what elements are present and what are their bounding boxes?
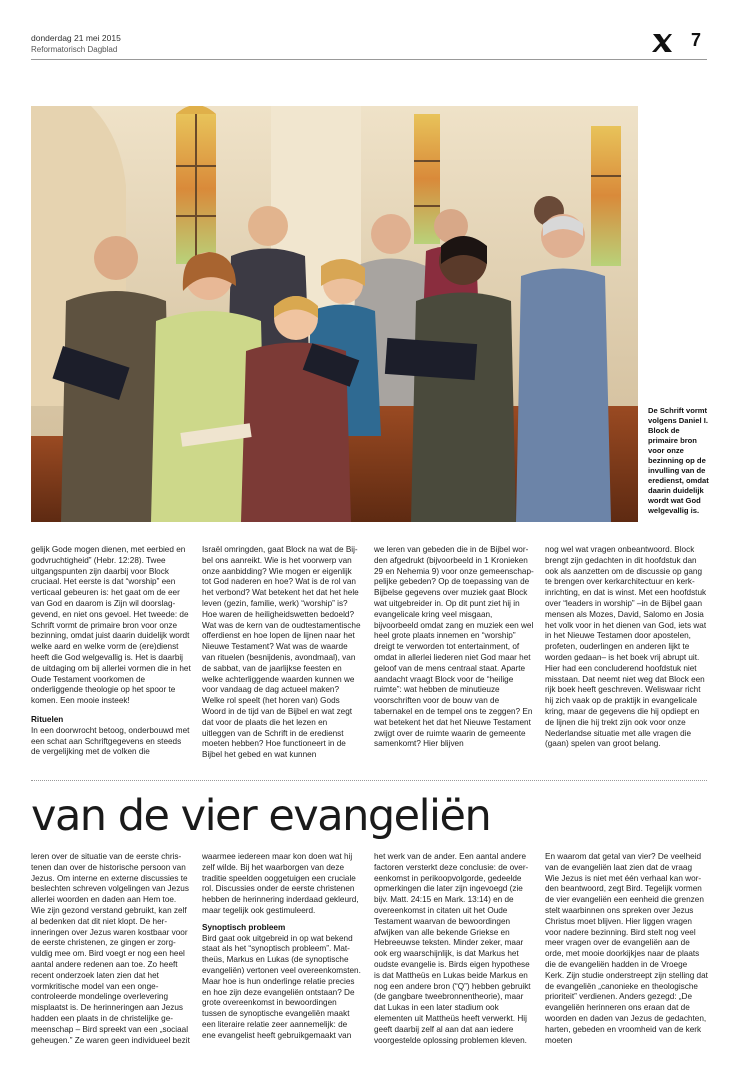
article-paragraph: waarmee iedereen maar kon doen wat hij zelf wilde. Bij het waarborgen van deze traditie speelden ooggetuigen een cruciale rol. Discussies onder de eerste christenen hebben de herinnering inderdaad gekleurd, maar tegelijk ook gestimuleerd. <box>202 852 359 915</box>
article-paragraph: nog wel wat vragen onbeantwoord. Block brengt zijn gedachten in dit hoofdstuk dan ook als aanzetten om de discussie op gang te brengen over kerkarchitectuur en kerkinrichting, en dat is winst. Met een hoofdstuk over “leaders in worship” –in de Bijbel gaan mensen als Mozes, David, Salomo en Josia het volk voor in het dienen van God, iets wat in het Nieuwe Testamen door apostelen, profeten, ouderlingen en anderen lijkt te worden gedaan– is het boek vrij abrupt uit. Hier had een concluderend hoofdstuk niet misstaan. Dat neemt niet weg dat Block een rijk boek heeft geschreven. Weliswaar richt hij zich vaak op de praktijk in evangelicale kring, maar de gegevens die hij opdiept en de lijnen die hij trekt zijn ook voor onze Nederlandse situatie met alle vragen die (gaan) spelen van groot belang. <box>545 545 707 749</box>
subheading-rituelen: Rituelen <box>31 714 64 724</box>
photo-illustration <box>31 106 638 522</box>
section-divider <box>31 780 707 781</box>
newspaper-name: Reformatorisch Dagblad <box>31 45 118 54</box>
issue-date: donderdag 21 mei 2015 <box>31 33 121 43</box>
subheading-synoptisch: Synoptisch probleem <box>202 922 286 932</box>
article-column-2 <box>202 545 362 770</box>
article-column-1 <box>31 545 191 770</box>
stained-glass-window <box>591 126 621 266</box>
article-paragraph: En waarom dat getal van vier? De veelheid van de evangeliën laat zien dat de vraag Wie Jezus is niet met één verhaal kan worden beantwoord, zegt Bird. Tegelijk vormen de vier evangeliën een eenheid die grenzen stelt waarbinnen ons spreken over Jezus Christus moet blijven. Hier liggen vragen voor nadere bezinning. Bird stelt nog veel meer vragen over de evangeliën aan de orde, met mooie doorkijkjes naar de plaats die de evangeliën hadden in de Vroege Kerk. Zijn studie onderstreept zijn stelling dat de evangeliën „canonieke en theologische prioriteit” verdienen. Anders gezegd: „De evangeliën herinneren ons eraan dat de woorden en daden van Jezus de gedachten, harten, gebeden en vroomheid van de kerk moeten <box>545 852 708 1045</box>
article-paragraph: In een doorwrocht betoog, onderbouwd met een schat aan Schriftgegevens en steeds de vergelijking met de volken die <box>31 725 190 757</box>
lower-column-2 <box>202 852 362 1064</box>
article-paragraph: het werk van de ander. Een aantal andere factoren versterkt deze conclusie: de overeenkomst in perikoopvolgorde, gedeelde opmerkingen die later zijn ingevoegd (zie bijv. Matt. 24:15 en Mark. 13:14) en de overeenkomst in citaten uit het Oude Testament waarvan de bewoordingen afwijken van alle bekende Griekse en Hebreeuwse teksten. Minder zeker, maar ook erg waarschijnlijk, is dat Markus het oudste evangelie is. Birds eigen hypothese is dat Mattheüs en Lukas beide Markus en nog een andere bron (“Q”) hebben gebruikt (de gangbare tweebronnentheorie), maar dat Lukas in een later stadium ook elementen uit Mattheüs heeft verwerkt. Hij geeft daarbij zelf al aan dat aan iedere voorgestelde oplossing problemen kleven. <box>374 852 531 1045</box>
article-column-4 <box>545 545 708 770</box>
congregation-singing-photo <box>31 106 638 522</box>
lower-column-3 <box>374 852 534 1064</box>
page-number: 7 <box>690 30 701 50</box>
rd-x-logo-icon <box>651 33 673 53</box>
article-paragraph: we leren van gebeden die in de Bijbel worden afgedrukt (bijvoorbeeld in 1 Kronieken 29 en Nehemia 9) voor onze gemeenschappelijke gebeden? Op de toepassing van de Bijbelse gegevens over muziek gaat Block wat uitgebreider in. Op dit punt ziet hij in evangelicale kring veel misgaan, bijvoorbeeld omdat zang en muziek een wel heel grote plaats innemen en “worship” dreigt te verworden tot entertainment, of omdat in allerlei liederen niet God maar het geloof van de mens centraal staat. Aparte aandacht vraagt Block voor de “heilige ruimte”: wat hebben de minutieuze voorschriften voor de bouw van de tabernakel en de tempel ons te zeggen? En wat betekent het dat het Nieuwe Testament zwijgt over de ruimte waarin de gemeente samenkomt? Hier blijven <box>374 545 534 749</box>
masthead <box>31 30 707 59</box>
article-paragraph: gelijk Gode mogen dienen, met eerbied en godvruchtigheid” (Hebr. 12:28). Twee uitgangspunten zijn daarbij voor Block cruciaal. Het eerste is dat “worship” een verticaal gebeuren is: het gaat om de eer van God en daarom is Zijn wil doorslaggevend, en niet ons gevoel. Het tweede: de Schrift vormt de primaire bron voor onze bezinning, omdat juist daarin duidelijk wordt welke aard en welke vorm de (ere)dienst heeft die God welgevallig is. Het is daarbij de uitdaging om bij allerlei vormen die in het Oude Testament voorkomen de onderliggende theologie op het spoor te komen. Een mooie insteek! <box>31 545 191 706</box>
headline: van de vier evangeliën <box>31 791 491 841</box>
stained-glass-window <box>176 106 216 264</box>
article-paragraph: Bird gaat ook uitgebreid in op wat bekend staat als het “synoptisch probleem”. Mattheüs, Markus en Lukas (de synoptische evangeliën) vertonen veel overeenkomsten. Maar hoe is hun onderlinge relatie precies en hoe zijn deze evangeliën ontstaan? De grote overeenkomst in bewoordingen tussen de synoptische evangeliën maakt een literaire relatie zeer aannemelijk: de ene evangelist heeft gebruikgemaakt van <box>202 933 361 1040</box>
article-paragraph: leren over de situatie van de eerste christenen dan over de historische persoon van Jezus. Om interne en externe discussies te beslechten schreven volgelingen van Jezus allerlei woorden en daden aan Hem toe. Wie zijn gezond verstand gebruikt, kan zelf al bedenken dat dit niet klopt. De herinneringen over Jezus waren kostbaar voor de eerste christenen, ze gingen er zorgvuldig mee om. Bird voegt er nog een heel aantal andere redenen aan toe. Zo heeft recent onderzoek laten zien dat het vormkritische model van een ongecontroleerde mondelinge overlevering misplaatst is. De herinneringen aan Jezus hadden een plaats in de christelijke gemeenschap – Bird spreekt van een „sociaal geheugen.” Ze waren geen individueel bezit <box>31 852 190 1045</box>
lower-column-4 <box>545 852 708 1064</box>
article-paragraph: Israël omringden, gaat Block na wat de Bijbel ons aanreikt. Wie is het voorwerp van onze aanbidding? Wie mogen er eigenlijk tot God naderen en hoe? Wat is de rol van het verbond? Wat betekent het dat het hele leven (gezin, familie, werk) “worship” is? Hoe waren de heiligheidswetten bedoeld? Wat was de kern van de oudtestamentische offerdienst en hoe lopen de lijnen naar het Nieuwe Testament? Wat was de waarde van rituelen (besnijdenis, avondmaal), van de sabbat, van de jaarlijkse feesten en welke achterliggende waarden kunnen we voor vandaag de dag actueel maken? Welke rol speelt (het horen van) Gods Woord in de tijd van de Bijbel en wat zegt dat voor de plaats die het lezen en uitleggen van de Schrift in de eredienst moeten hebben? Hoe functioneert in de Bijbel het gebed en wat kunnen <box>202 545 361 760</box>
lower-column-1 <box>31 852 191 1064</box>
masthead-divider <box>31 59 707 60</box>
article-column-3 <box>374 545 534 770</box>
photo-caption: De Schrift vormt volgens Daniel I. Block de primaire bron voor onze bezinning op de invulling van de eredienst, omdat daarin duidelijk wordt wat God welgevallig is. <box>648 406 709 515</box>
